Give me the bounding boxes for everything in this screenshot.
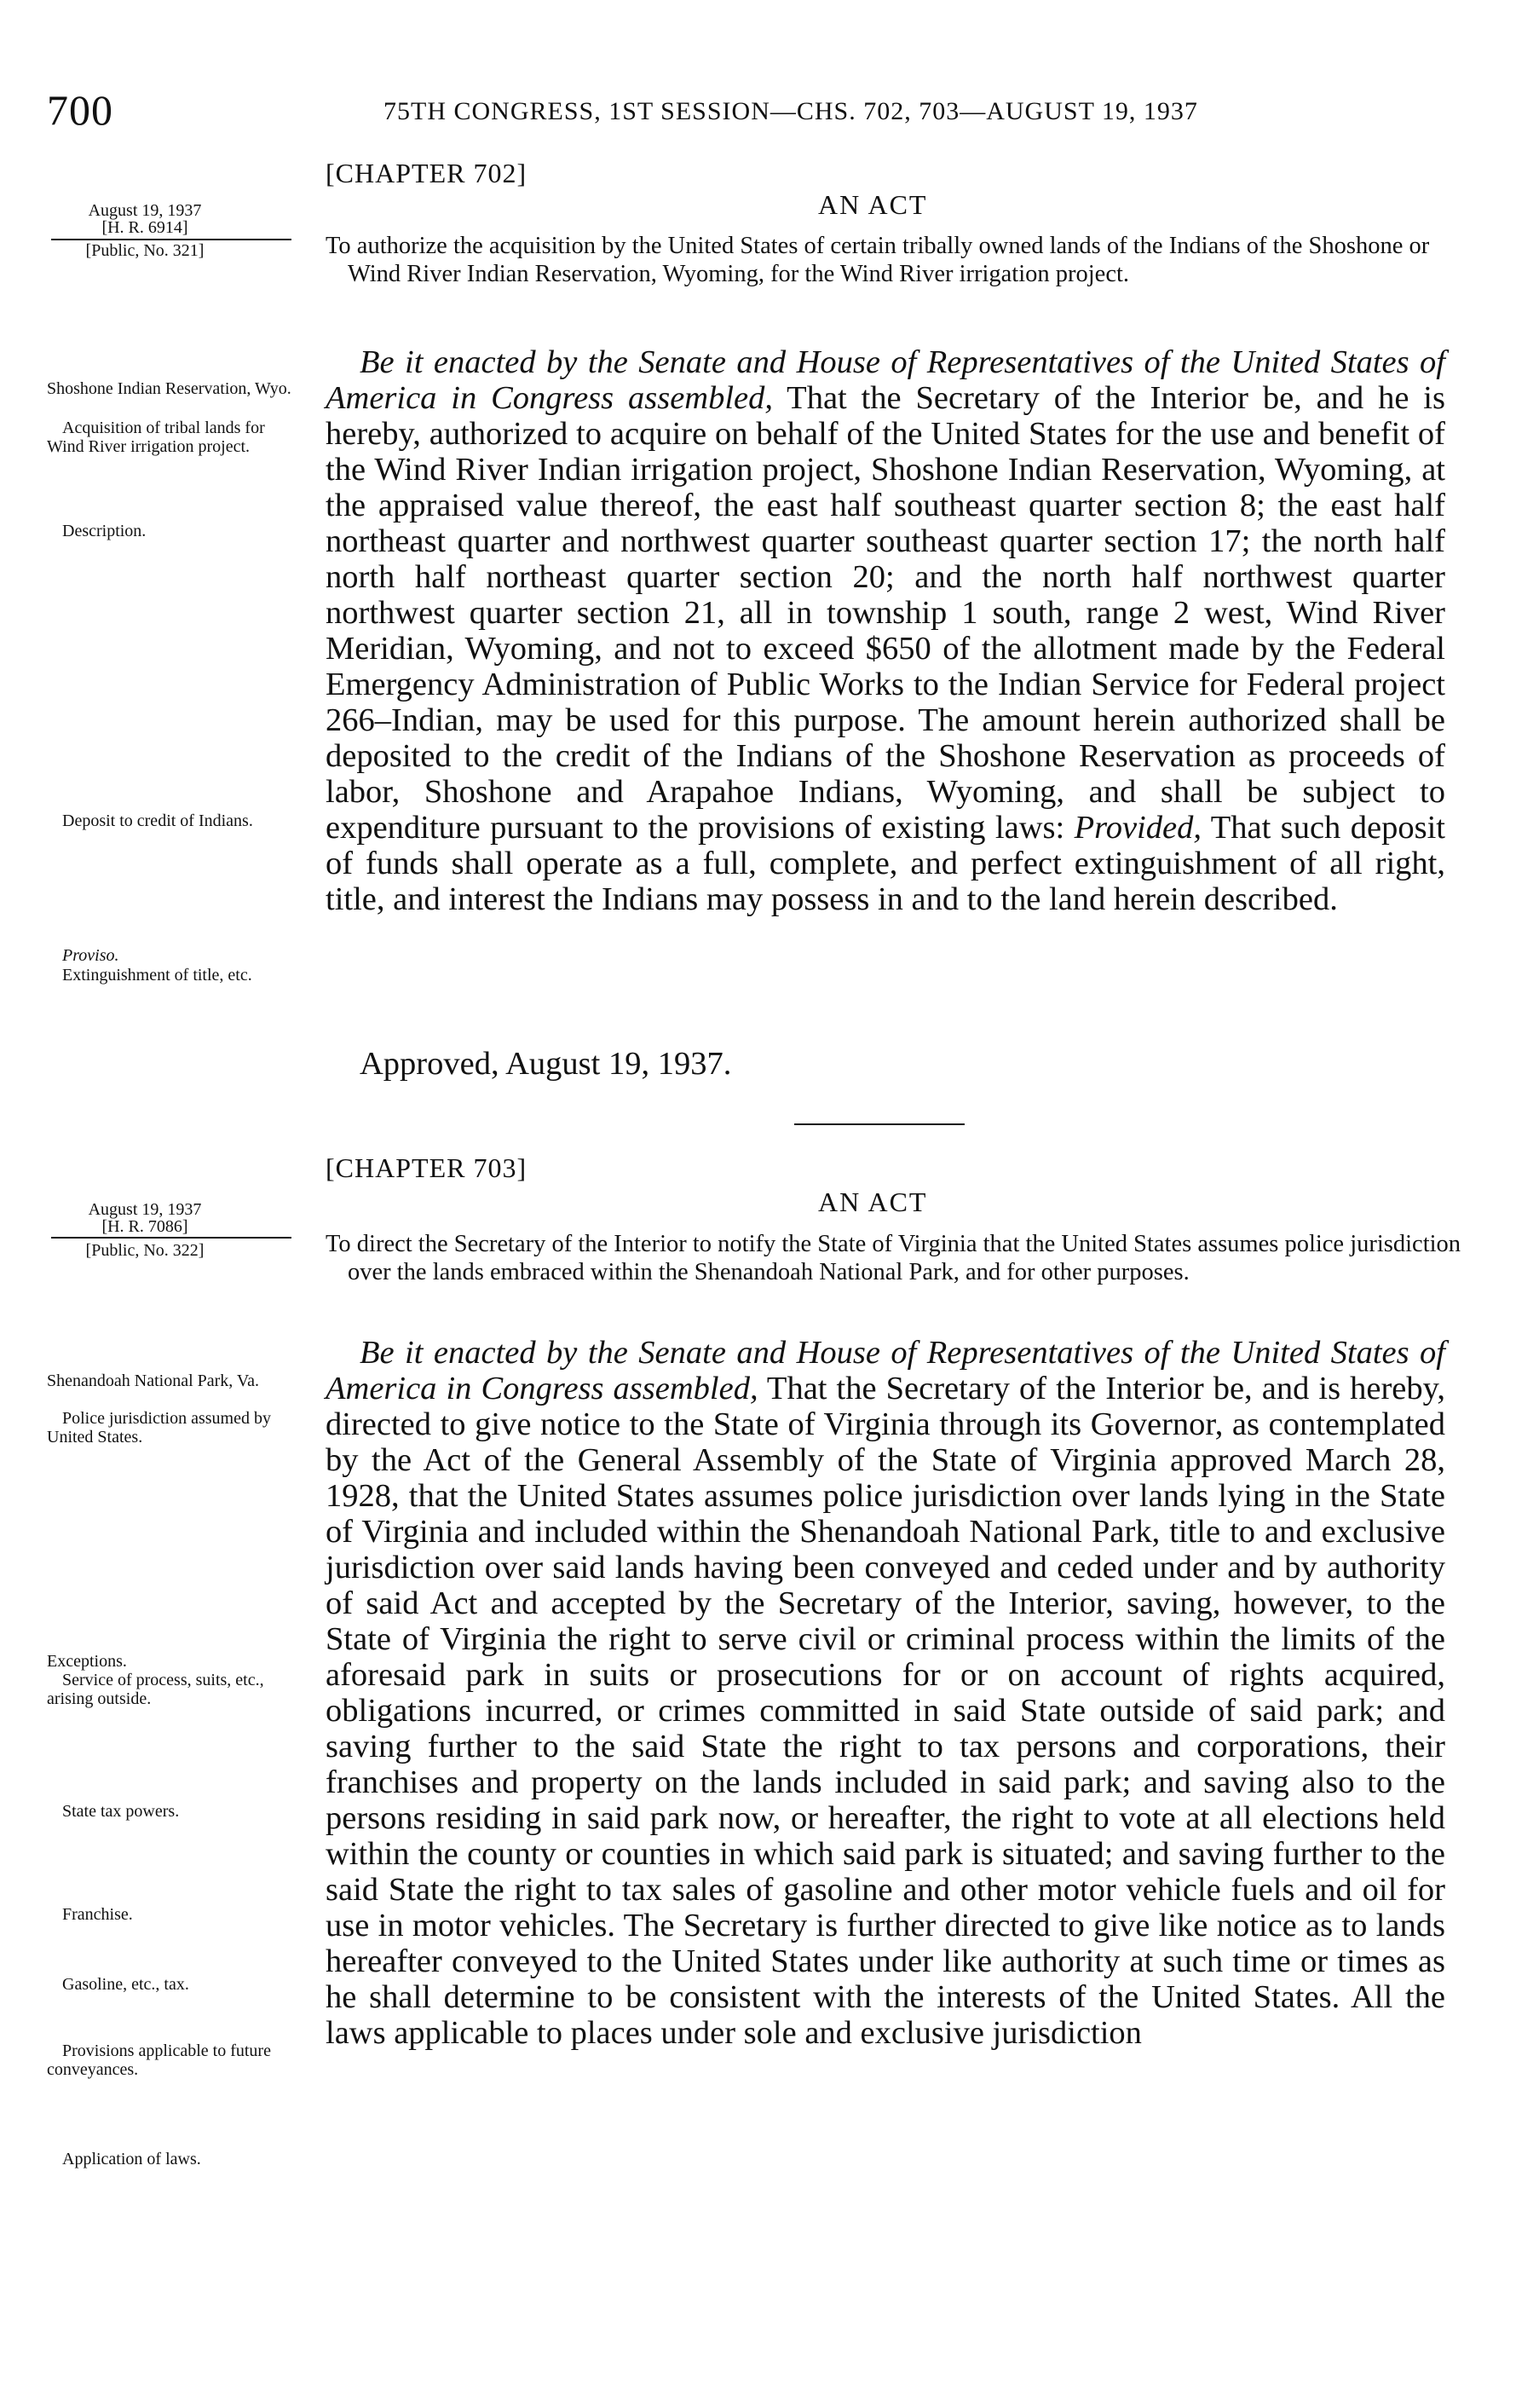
ch702-margin-note3: Deposit to credit of Indians.: [62, 811, 253, 830]
ch702-an-act: AN ACT: [818, 189, 928, 220]
ch702-margin-note1-body: Acquisition of tribal lands for Wind River irrigation project.: [47, 419, 265, 456]
ch702-margin-rule: [51, 239, 291, 240]
running-head: 75TH CONGRESS, 1ST SESSION—CHS. 702, 703—AUGUST 19, 1937: [383, 97, 1198, 125]
ch703-margin-note7: Application of laws.: [62, 2150, 201, 2168]
ch702-body-part2: That such deposit of funds shall operate as a full, complete, and perfect extinguishment of all right, title, and interest the Indians may possess in and to the land herein described.: [326, 810, 1445, 917]
chapter-separator-rule: [794, 1123, 965, 1125]
ch703-heading: [CHAPTER 703]: [326, 1152, 527, 1183]
ch703-margin-rule: [51, 1237, 291, 1239]
ch703-margin-note4: Franchise.: [62, 1905, 133, 1924]
ch703-enacting-clause: Be it enacted by the Senate and House of Representatives of the United States of America in Congress assembled,: [326, 1335, 1445, 1406]
ch703-an-act: AN ACT: [818, 1187, 928, 1217]
ch702-title: To authorize the acquisition by the United States of certain tribally owned lands of the Indians of the Shoshone or Wind River Indian Reservation, Wyoming, for the Wind River irrigation project.: [326, 233, 1430, 287]
ch703-margin-bill: [H. R. 7086]: [101, 1217, 188, 1236]
ch702-body: [326, 344, 1445, 917]
ch703-body-text: That the Secretary of the Interior be, and is hereby, directed to give notice to the State of Virginia through its Governor, as contemplated by the Act of the General Assembly of the State of Virginia approved March 28, 1928, that the United States assumes police jurisdiction over lands lying in the State of Virginia and included within the Shenandoah National Park, title to and exclusive jurisdiction over said lands having been conveyed and ceded under and by authority of said Act and accepted by the Secretary of the Interior, saving, however, to the State of Virginia the right to serve civil or criminal process within the limits of the aforesaid park in suits or prosecutions for or on account of rights acquired, obligations incurred, or crimes committed in said State outside of said park; and saving further to the said State the right to tax persons and corporations, their franchises and property on the lands included in said park; and saving also to the persons residing in said park now, or hereafter, the right to vote at all elections held within the county or counties in which said park is situated; and saving further to the said State the right to tax sales of gasoline and other motor vehicle fuels and oil for use in motor vehicles. The Secretary is further directed to give like notice as to lands hereafter conveyed to the United States under like authority at such time or times as he shall determine to be consistent with the interests of the United States. All the laws applicable to places under sole and exclusive jurisdiction: [326, 1371, 1445, 2051]
ch702-margin-note1-head: Shoshone Indian Reservation, Wyo.: [47, 379, 291, 398]
ch702-enacting-clause: Be it enacted by the Senate and House of Representatives of the United States of America in Congress assembled,: [326, 344, 1445, 416]
ch703-margin-date: August 19, 1937: [88, 1200, 202, 1219]
ch703-margin-note3: State tax powers.: [62, 1802, 180, 1821]
ch702-margin-note2: Description.: [62, 522, 147, 540]
ch702-margin-public: [Public, No. 321]: [85, 241, 205, 260]
ch703-body: [326, 1335, 1445, 2051]
page-number: 700: [47, 86, 113, 134]
ch703-margin-note1-head: Shenandoah National Park, Va.: [47, 1371, 260, 1390]
ch702-body-part1: That the Secretary of the Interior be, and he is hereby, authorized to acquire on behalf of the United States for the use and benefit of the Wind River Indian irrigation project, Shoshone Indian Reservation, Wyoming, at the appraised value thereof, the east half southeast quarter section 8; the east half northeast quarter and northwest quarter southeast quarter section 17; the north half north half northeast quarter section 20; and the north half northwest quarter northwest quarter section 21, all in township 1 south, range 2 west, Wind River Meridian, Wyoming, and not to exceed $650 of the allotment made by the Federal Emergency Administration of Public Works to the Indian Service for Federal project 266–Indian, may be used for this purpose. The amount herein authorized shall be deposited to the credit of the Indians of the Shoshone Reservation as proceeds of labor, Shoshone and Arapahoe Indians, Wyoming, and shall be subject to expenditure pursuant to the provisions of existing laws:: [326, 380, 1445, 846]
ch703-margin-note5: Gasoline, etc., tax.: [62, 1975, 189, 1994]
ch703-margin-note2-head: Exceptions.: [47, 1652, 127, 1671]
ch702-margin-bill: [H. R. 6914]: [101, 218, 188, 237]
ch703-margin-note1-body: Police jurisdiction assumed by United States.: [47, 1409, 271, 1447]
ch702-margin-note4-head: Proviso.: [62, 946, 119, 965]
ch702-heading: [CHAPTER 702]: [326, 158, 527, 188]
ch702-margin-note4-body: Extinguishment of title, etc.: [62, 966, 252, 985]
ch703-title: To direct the Secretary of the Interior to notify the State of Virginia that the United States assumes police jurisdiction over the lands embraced within the Shenandoah National Park, and for other purposes.: [326, 1231, 1461, 1285]
ch703-margin-public: [Public, No. 322]: [85, 1241, 205, 1260]
ch703-margin-note6: Provisions applicable to future conveyances.: [47, 2041, 271, 2079]
ch703-margin-note2-body: Service of process, suits, etc., arising outside.: [47, 1671, 264, 1708]
ch702-approved: Approved, August 19, 1937.: [360, 1046, 732, 1082]
ch702-proviso: Provided,: [1074, 810, 1202, 846]
ch702-margin-date: August 19, 1937: [88, 201, 202, 220]
